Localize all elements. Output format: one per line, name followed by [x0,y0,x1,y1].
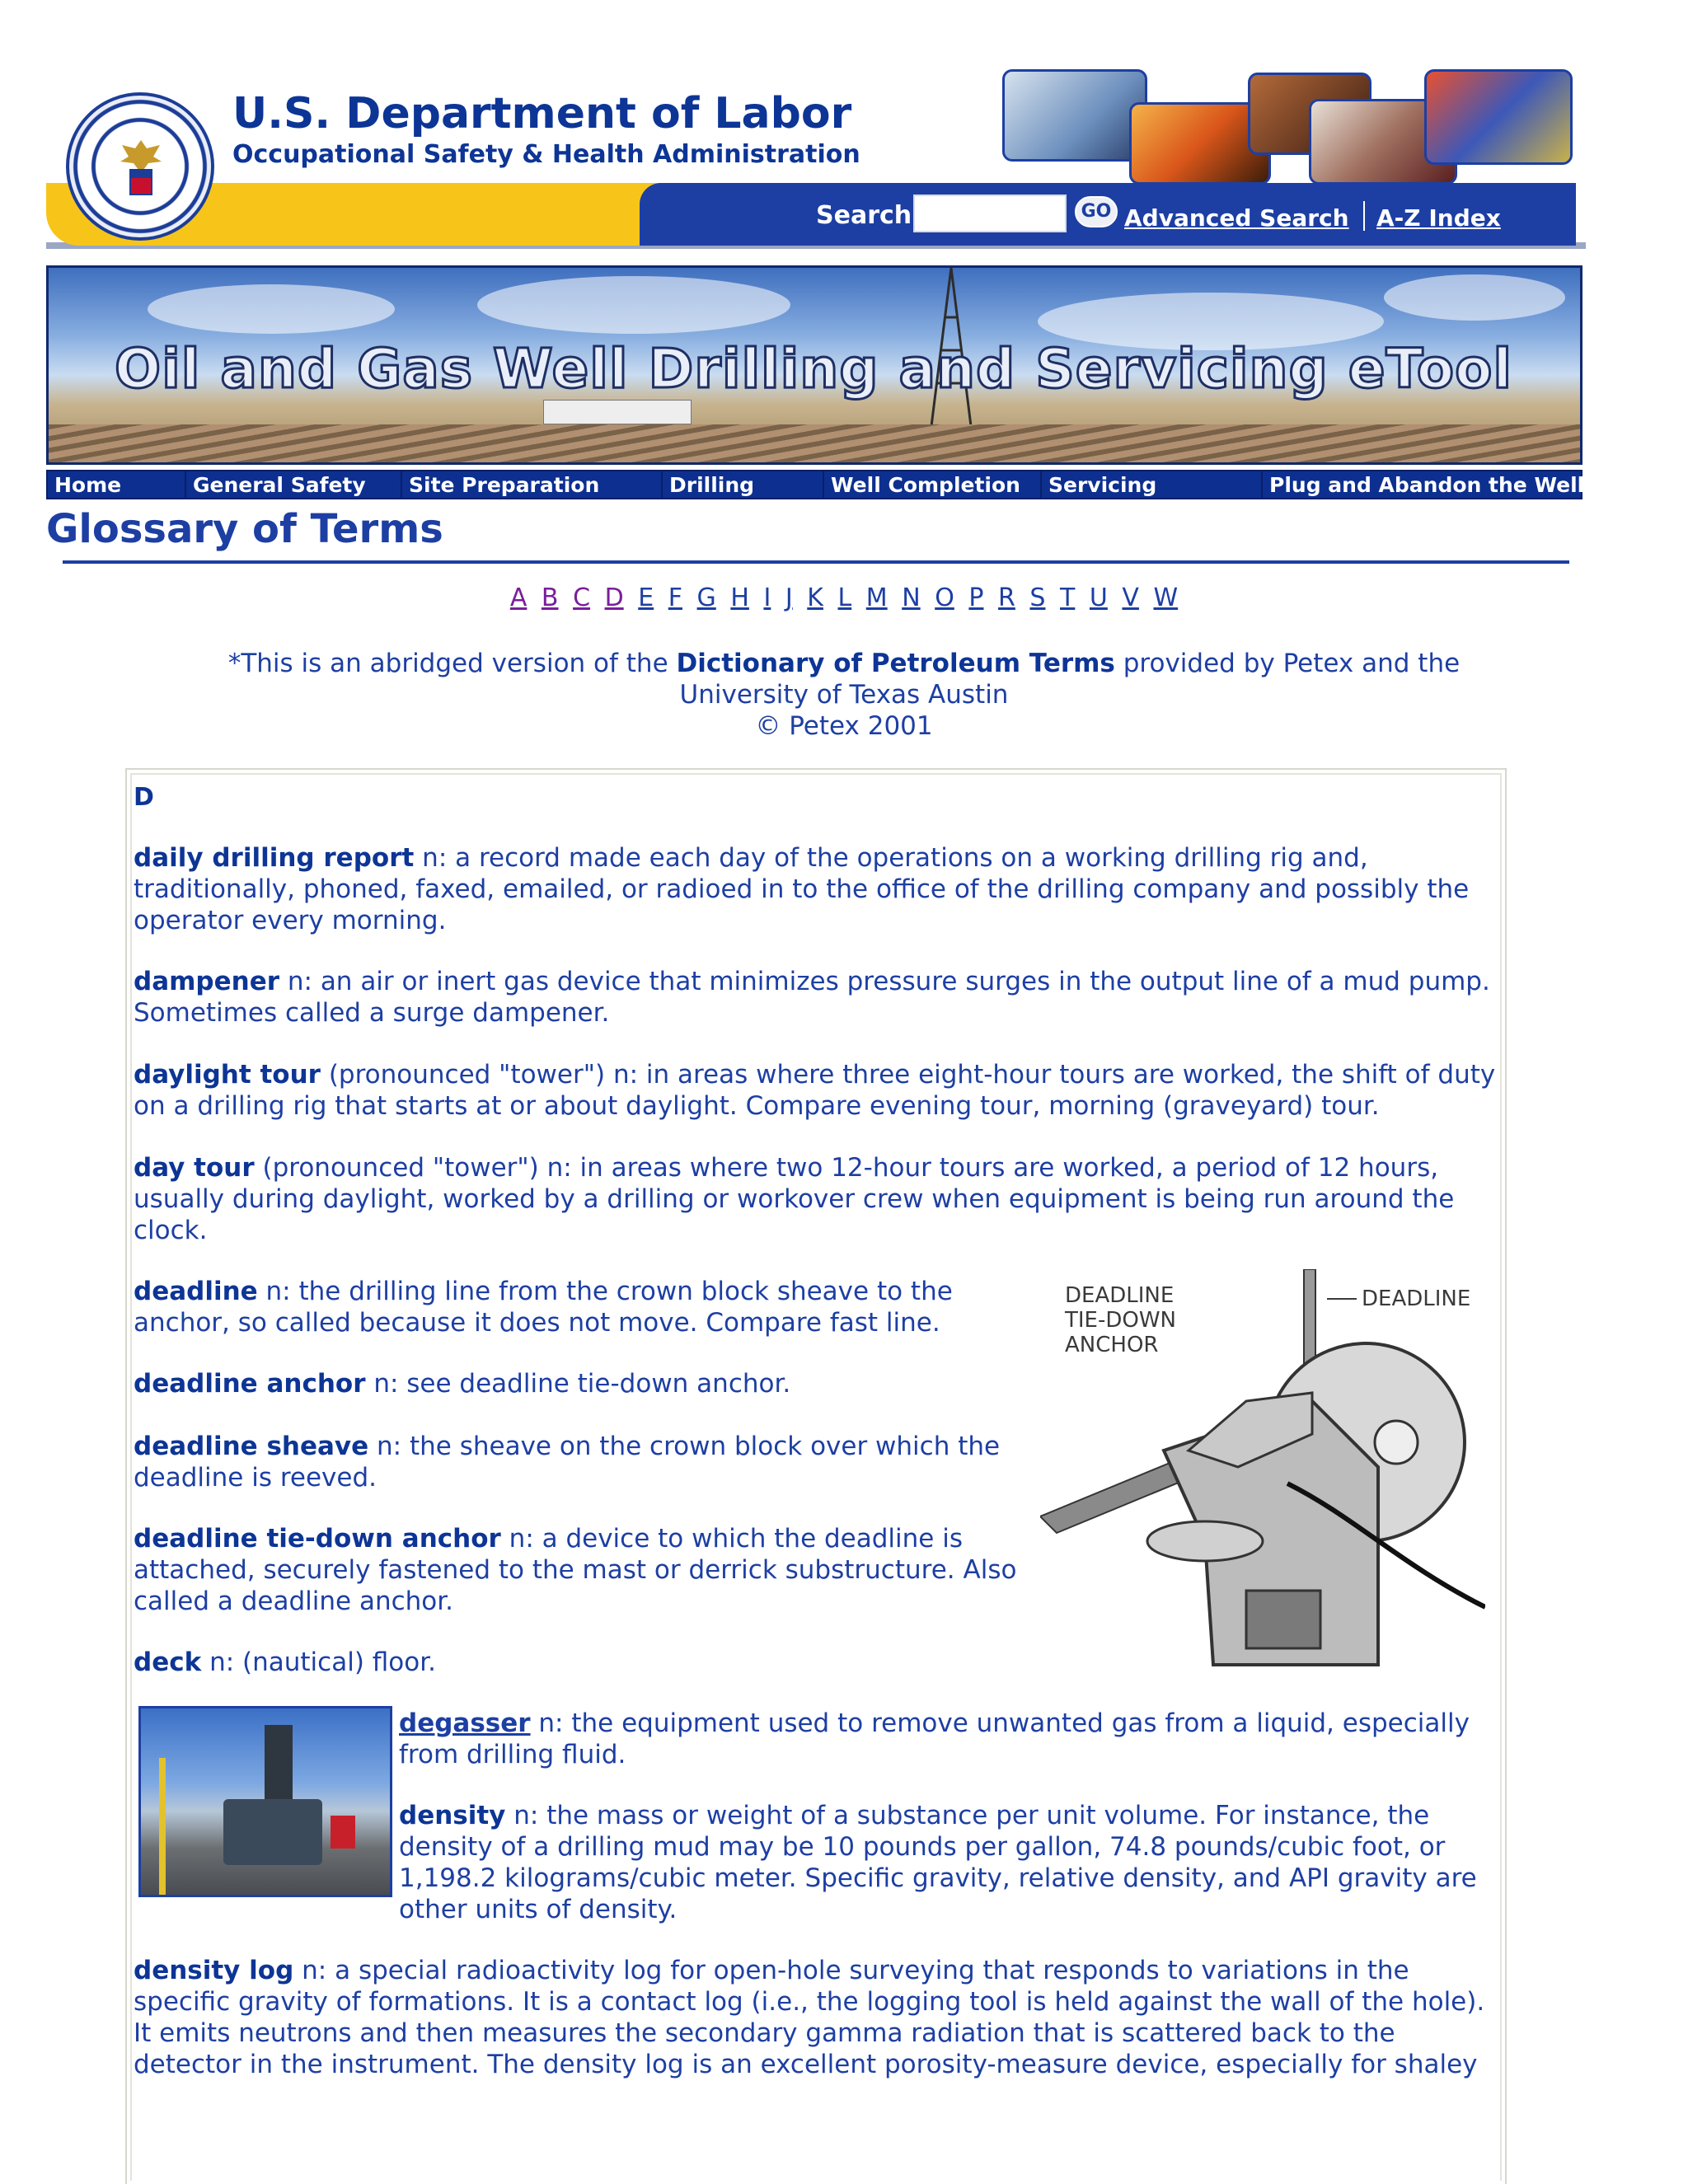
alpha-link-c[interactable]: C [573,583,591,612]
glossary-entry [134,1276,991,1338]
definition: n: the drilling line from the crown block sheave to the anchor, so called because it does not move. Compare fast line. [134,1277,953,1338]
main-nav [46,470,1585,499]
eagle-icon [115,137,166,201]
intro-suffix: provided by Petex and the [1114,649,1461,678]
definition: n: the equipment used to remove unwanted gas from a liquid, especially from drilling fluid. [399,1708,1470,1769]
glossary-letter: D [134,783,154,812]
alpha-link-i[interactable]: I [763,583,771,612]
definition: (pronounced "tower") n: in areas where three eight-hour tours are worked, the shift of duty on a drilling rig that starts at or about daylight. Compare evening tour, morning (graveyard) tour. [134,1060,1496,1121]
definition: n: a device to which the deadline is attached, securely fastened to the mast or derrick substructure. Also called a deadline anchor. [134,1524,1017,1616]
advanced-search-link[interactable]: Advanced Search [1124,204,1349,232]
definition: n: the mass or weight of a substance per unit volume. For instance, the density of a drilling mud may be 10 pounds per gallon, 74.8 pounds/cubic foot, or 1,198.2 kilograms/cubic meter. Specific gravity, relative density, and API gravity are other units of density. [399,1801,1477,1924]
glossary-entry [134,1368,1007,1399]
term: dampener [134,967,280,996]
search-label: Search [816,201,912,230]
alpha-link-k[interactable]: K [807,583,823,612]
alpha-link-s[interactable]: S [1029,583,1046,612]
diagram-label-left-1: DEADLINE [1065,1283,1175,1308]
alpha-link-l[interactable]: L [837,583,852,612]
term: deadline sheave [134,1432,369,1461]
glossary-entry [134,1523,1024,1617]
glossary-entry [134,1059,1502,1122]
term: density [399,1801,506,1830]
definition: n: see deadline tie-down anchor. [365,1369,791,1399]
nav-general-safety[interactable]: General Safety [186,471,402,498]
intro-note [0,648,1688,742]
glossary-entry [399,1708,1495,1770]
diagram-label-left-3: ANCHOR [1065,1333,1159,1357]
alpha-link-j[interactable]: J [785,583,793,612]
glossary-entry [399,1800,1495,1925]
department-title[interactable]: U.S. Department of Labor [232,89,852,138]
alpha-link-r[interactable]: R [998,583,1015,612]
site-header [0,0,1688,264]
photo-rail [159,1758,166,1897]
site-building [543,400,692,424]
nav-plug-abandon[interactable]: Plug and Abandon the Well [1269,473,1585,497]
page-title: Glossary of Terms [46,506,443,552]
copyright: © Petex 2001 [755,711,933,741]
degasser-photo[interactable] [138,1706,392,1897]
banner-cloud [148,284,395,334]
diagram-label-right: DEADLINE [1362,1286,1471,1311]
definition: (pronounced "tower") n: in areas where two 12-hour tours are worked, a period of 12 hours, usually during daylight, worked by a drilling or workover crew when equipment is being run around the clock. [134,1153,1455,1245]
worker-photo-1 [1002,69,1147,162]
alpha-link-e[interactable]: E [638,583,654,612]
nav-servicing[interactable]: Servicing [1042,471,1263,498]
definition: n: an air or inert gas device that minimizes pressure surges in the output line of a mud pump. Sometimes called a surge dampener. [134,967,1490,1028]
nav-site-preparation[interactable]: Site Preparation [402,471,663,498]
alpha-link-d[interactable]: D [604,583,624,612]
alpha-link-u[interactable]: U [1089,583,1108,612]
intro-prefix: *This is an abridged version of the [227,649,677,678]
term: density log [134,1956,294,1985]
agency-subtitle[interactable]: Occupational Safety & Health Administration [232,140,860,169]
az-index-link[interactable]: A-Z Index [1376,204,1501,232]
photo-red-part [331,1816,355,1849]
term: deck [134,1647,202,1677]
alpha-link-o[interactable]: O [935,583,954,612]
term: day tour [134,1153,255,1183]
banner-cloud [477,276,790,334]
definition: n: a special radioactivity log for open-hole surveying that responds to variations in the specific gravity of formations. It is a contact log (i.e., the logging tool is held against the wall of the hole). It emits neutrons and then measures the secondary gamma radiation that is scattered back to the detector in the instrument. The density log is an excellent porosity-measure device, especially for shaley [134,1956,1485,2079]
term: daylight tour [134,1060,321,1090]
alpha-link-n[interactable]: N [902,583,921,612]
diagram-label-left-2: TIE-DOWN [1065,1308,1177,1333]
definition: n: the sheave on the crown block over which the deadline is reeved. [134,1432,1001,1493]
alphabet-index [0,583,1688,612]
alpha-link-g[interactable]: G [696,583,716,612]
alpha-link-m[interactable]: M [865,583,888,612]
definition: n: (nautical) floor. [201,1647,436,1677]
header-photo-collage [1002,69,1576,185]
nav-drilling[interactable]: Drilling [663,471,824,498]
nav-home[interactable]: Home [48,471,186,498]
intro-line-2: University of Texas Austin [679,680,1009,710]
term: deadline [134,1277,258,1306]
search-input[interactable] [913,194,1067,232]
photo-unit [223,1799,322,1865]
nav-well-completion[interactable]: Well Completion [824,471,1042,498]
term: deadline anchor [134,1369,366,1399]
term: daily drilling report [134,843,415,873]
degasser-term-link[interactable]: degasser [399,1708,531,1738]
alpha-link-v[interactable]: V [1122,583,1139,612]
glossary-entry [134,966,1502,1029]
worker-photo-5 [1424,69,1573,165]
alpha-link-a[interactable]: A [509,583,528,612]
dol-seal-logo[interactable] [66,92,214,241]
banner-title: Oil and Gas Well Drilling and Servicing eTool [115,337,1513,401]
alpha-link-p[interactable]: P [968,583,984,612]
alpha-link-f[interactable]: F [668,583,682,612]
glossary-entry [134,1431,1024,1493]
deadline-anchor-diagram[interactable] [1040,1269,1485,1690]
etool-banner[interactable] [46,265,1582,465]
pipe-rack [49,424,1582,465]
dictionary-title: Dictionary of Petroleum Terms [676,649,1115,678]
link-separator [1363,201,1365,231]
alpha-link-b[interactable]: B [541,583,559,612]
alpha-link-h[interactable]: H [730,583,749,612]
glossary-entry [134,842,1502,936]
banner-cloud [1384,274,1565,321]
alpha-link-w[interactable]: W [1153,583,1179,612]
glossary-entry [134,1152,1502,1246]
alpha-link-t[interactable]: T [1060,583,1076,612]
definition: n: a record made each day of the operations on a working drilling rig and, traditionally, phoned, faxed, emailed, or radioed in to the office of the drilling company and possibly the operator every morning. [134,843,1470,935]
term: deadline tie-down anchor [134,1524,501,1554]
title-divider [63,560,1569,564]
intro-line-1 [0,648,1688,679]
go-search-button[interactable]: GO [1075,196,1118,227]
glossary-entry [134,1647,1024,1678]
glossary-entry [134,1955,1502,2080]
